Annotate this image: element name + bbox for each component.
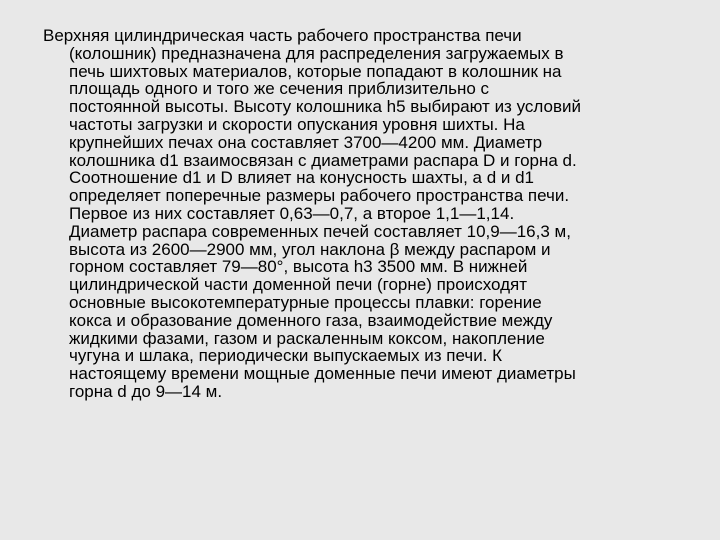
paragraph-line: кокса и образование доменного газа, взаимодействие между: [69, 310, 553, 330]
paragraph-line: постоянной высоты. Высоту колошника h5 выбирают из условий: [69, 97, 581, 117]
paragraph-line: основные высокотемпературные процессы плавки: горение: [69, 292, 542, 312]
paragraph-line: определяет поперечные размеры рабочего пространства печи.: [69, 186, 570, 206]
paragraph-line: Первое из них составляет 0,63—0,7, а второе 1,1—1,14.: [69, 203, 515, 223]
paragraph-line: жидкими фазами, газом и раскаленным коксом, накопление: [69, 328, 545, 348]
paragraph-line: горном составляет 79—80°, высота h3 3500 мм. В нижней: [69, 257, 528, 277]
paragraph-line: Соотношение d1 и D влияет на конусность шахты, а d и d1: [69, 168, 535, 188]
paragraph-line: Верхняя цилиндрическая часть рабочего пространства печи: [43, 26, 522, 45]
paragraph-line: крупнейших печах она составляет 3700—4200 мм. Диаметр: [69, 132, 543, 152]
paragraph-line: площадь одного и того же сечения приблизительно с: [69, 79, 490, 99]
paragraph-line: (колошник) предназначена для распределения загружаемых в: [69, 43, 564, 63]
paragraph-line: чугуна и шлака, периодически выпускаемых из печи. К: [69, 346, 503, 366]
paragraph-line: печь шихтовых материалов, которые попадают в колошник на: [69, 61, 562, 81]
paragraph-line: Диаметр распара современных печей составляет 10,9—16,3 м,: [69, 221, 571, 241]
paragraph-line: горна d до 9—14 м.: [69, 381, 223, 401]
paragraph-line: высота из 2600—2900 мм, угол наклона β между распаром и: [69, 239, 551, 259]
paragraph-line: настоящему времени мощные доменные печи имеют диаметры: [69, 364, 576, 384]
paragraph-line: частоты загрузки и скорости опускания уровня шихты. На: [69, 114, 525, 134]
body-paragraph: [43, 27, 683, 401]
paragraph-line: колошника d1 взаимосвязан с диаметрами распара D и горна d.: [69, 150, 577, 170]
paragraph-line: цилиндрической части доменной печи (горне) происходят: [69, 275, 528, 295]
